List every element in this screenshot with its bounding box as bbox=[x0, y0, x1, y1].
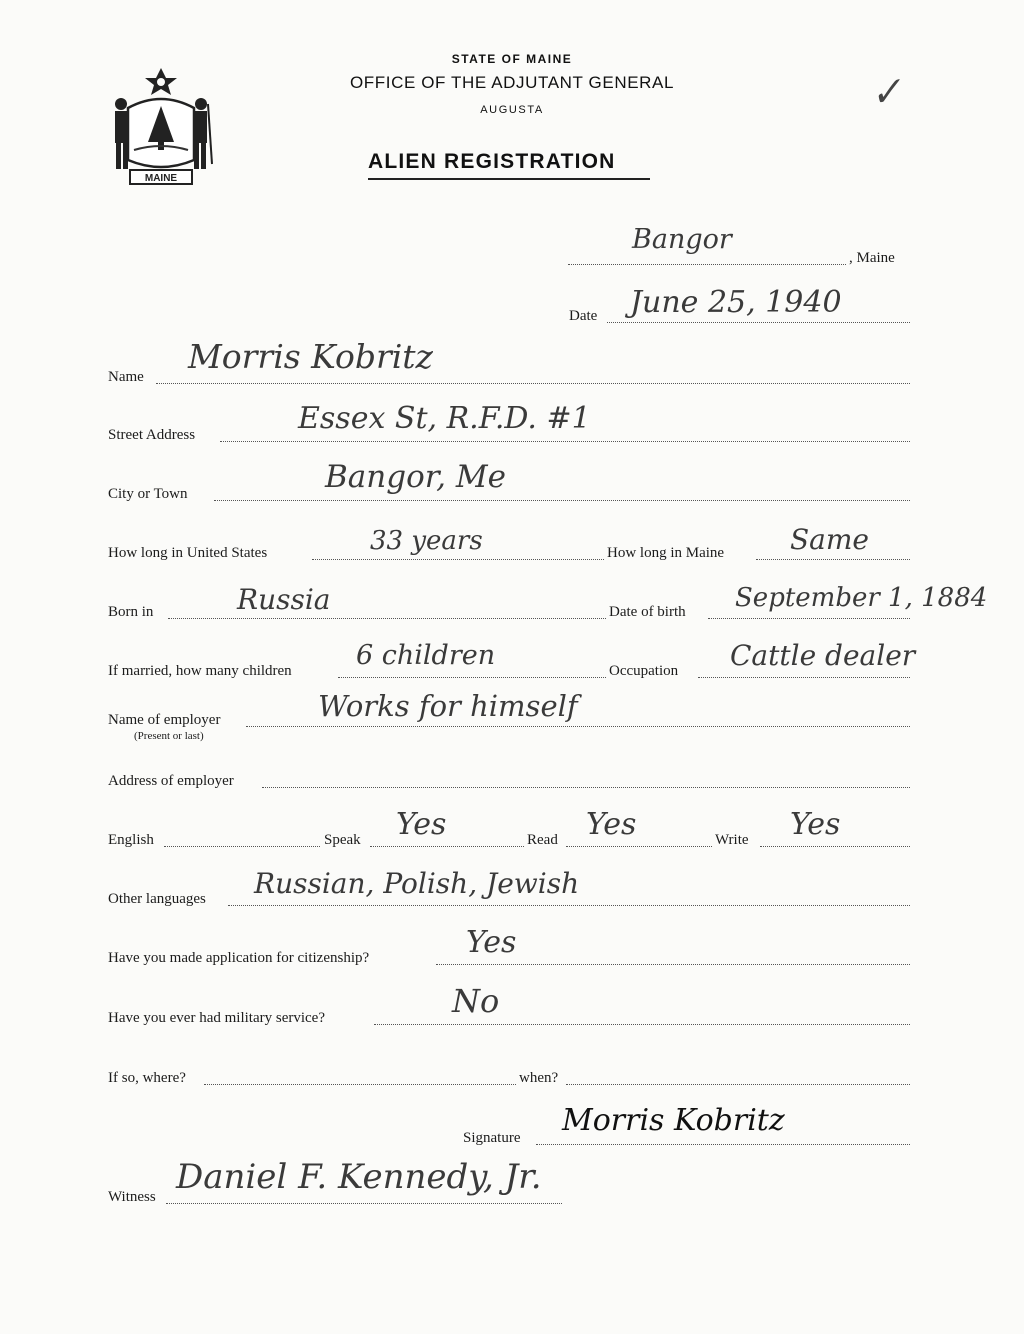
city-line bbox=[214, 500, 910, 501]
street-address-value: Essex St, R.F.D. #1 bbox=[298, 401, 591, 436]
write-label: Write bbox=[715, 832, 749, 848]
other-languages-value: Russian, Polish, Jewish bbox=[254, 867, 580, 900]
born-in-value: Russia bbox=[237, 583, 331, 616]
date-of-birth-line bbox=[708, 618, 910, 619]
town-line bbox=[568, 264, 846, 265]
how-long-maine-label: How long in Maine bbox=[607, 545, 725, 561]
military-value: No bbox=[452, 982, 500, 1020]
date-label: Date bbox=[569, 308, 598, 324]
speak-value: Yes bbox=[396, 807, 447, 842]
header-city: AUGUSTA bbox=[480, 104, 544, 116]
name-line bbox=[156, 383, 910, 384]
english-line bbox=[164, 846, 320, 847]
signature-value: Morris Kobritz bbox=[562, 1103, 785, 1138]
if-so-where-line bbox=[204, 1084, 516, 1085]
occupation-line bbox=[698, 677, 910, 678]
english-label: English bbox=[108, 832, 154, 848]
employer-name-line bbox=[246, 726, 910, 727]
employer-address-line bbox=[262, 787, 910, 788]
signature-label: Signature bbox=[463, 1130, 521, 1146]
employer-address-label: Address of employer bbox=[108, 773, 234, 789]
street-address-label: Street Address bbox=[108, 427, 196, 443]
occupation-value: Cattle dealer bbox=[730, 639, 916, 672]
witness-value: Daniel F. Kennedy, Jr. bbox=[176, 1157, 542, 1197]
how-long-maine-line bbox=[756, 559, 910, 560]
born-in-line bbox=[168, 618, 606, 619]
other-languages-line bbox=[228, 905, 910, 906]
date-value: June 25, 1940 bbox=[630, 285, 842, 320]
occupation-label: Occupation bbox=[609, 663, 679, 679]
header-office: OFFICE OF THE ADJUTANT GENERAL bbox=[349, 73, 675, 92]
date-line bbox=[607, 322, 910, 323]
military-line bbox=[374, 1024, 910, 1025]
name-label: Name bbox=[108, 369, 144, 385]
employer-name-value: Works for himself bbox=[318, 689, 578, 723]
how-long-maine-value: Same bbox=[790, 523, 869, 556]
military-label: Have you ever had military service? bbox=[108, 1010, 325, 1026]
city-label: City or Town bbox=[108, 486, 188, 502]
how-long-us-label: How long in United States bbox=[108, 545, 268, 561]
witness-label: Witness bbox=[108, 1189, 156, 1205]
how-long-us-value: 33 years bbox=[370, 526, 483, 556]
when-line bbox=[566, 1084, 910, 1085]
children-line bbox=[338, 677, 606, 678]
date-of-birth-value: September 1, 1884 bbox=[735, 583, 988, 613]
street-address-line bbox=[220, 441, 910, 442]
when-label: when? bbox=[519, 1070, 559, 1086]
maine-label: , Maine bbox=[849, 250, 895, 266]
read-line bbox=[566, 846, 712, 847]
check-mark-icon: ✓ bbox=[867, 67, 905, 117]
other-languages-label: Other languages bbox=[108, 891, 206, 907]
form-title: ALIEN REGISTRATION bbox=[368, 150, 616, 173]
born-in-label: Born in bbox=[108, 604, 154, 620]
children-label: If married, how many children bbox=[108, 663, 292, 679]
children-value: 6 children bbox=[356, 640, 496, 671]
city-value: Bangor, Me bbox=[325, 459, 506, 495]
citizenship-label: Have you made application for citizenship? bbox=[108, 950, 370, 966]
witness-line bbox=[166, 1203, 562, 1204]
header-state: STATE OF MAINE bbox=[451, 52, 573, 66]
read-value: Yes bbox=[586, 807, 637, 842]
speak-label: Speak bbox=[324, 832, 361, 848]
date-of-birth-label: Date of birth bbox=[609, 604, 686, 620]
speak-line bbox=[370, 846, 524, 847]
read-label: Read bbox=[527, 832, 558, 848]
if-so-where-label: If so, where? bbox=[108, 1070, 186, 1086]
citizenship-value: Yes bbox=[466, 925, 517, 960]
town-value: Bangor bbox=[632, 224, 732, 255]
how-long-us-line bbox=[312, 559, 604, 560]
write-line bbox=[760, 846, 910, 847]
svg-text:MAINE: MAINE bbox=[144, 173, 178, 184]
citizenship-line bbox=[436, 964, 910, 965]
write-value: Yes bbox=[790, 807, 841, 842]
signature-line bbox=[536, 1144, 910, 1145]
name-value: Morris Kobritz bbox=[188, 337, 433, 376]
form-title-underline bbox=[368, 178, 650, 180]
employer-note-label: (Present or last) bbox=[134, 730, 204, 742]
employer-name-label: Name of employer bbox=[108, 712, 221, 728]
